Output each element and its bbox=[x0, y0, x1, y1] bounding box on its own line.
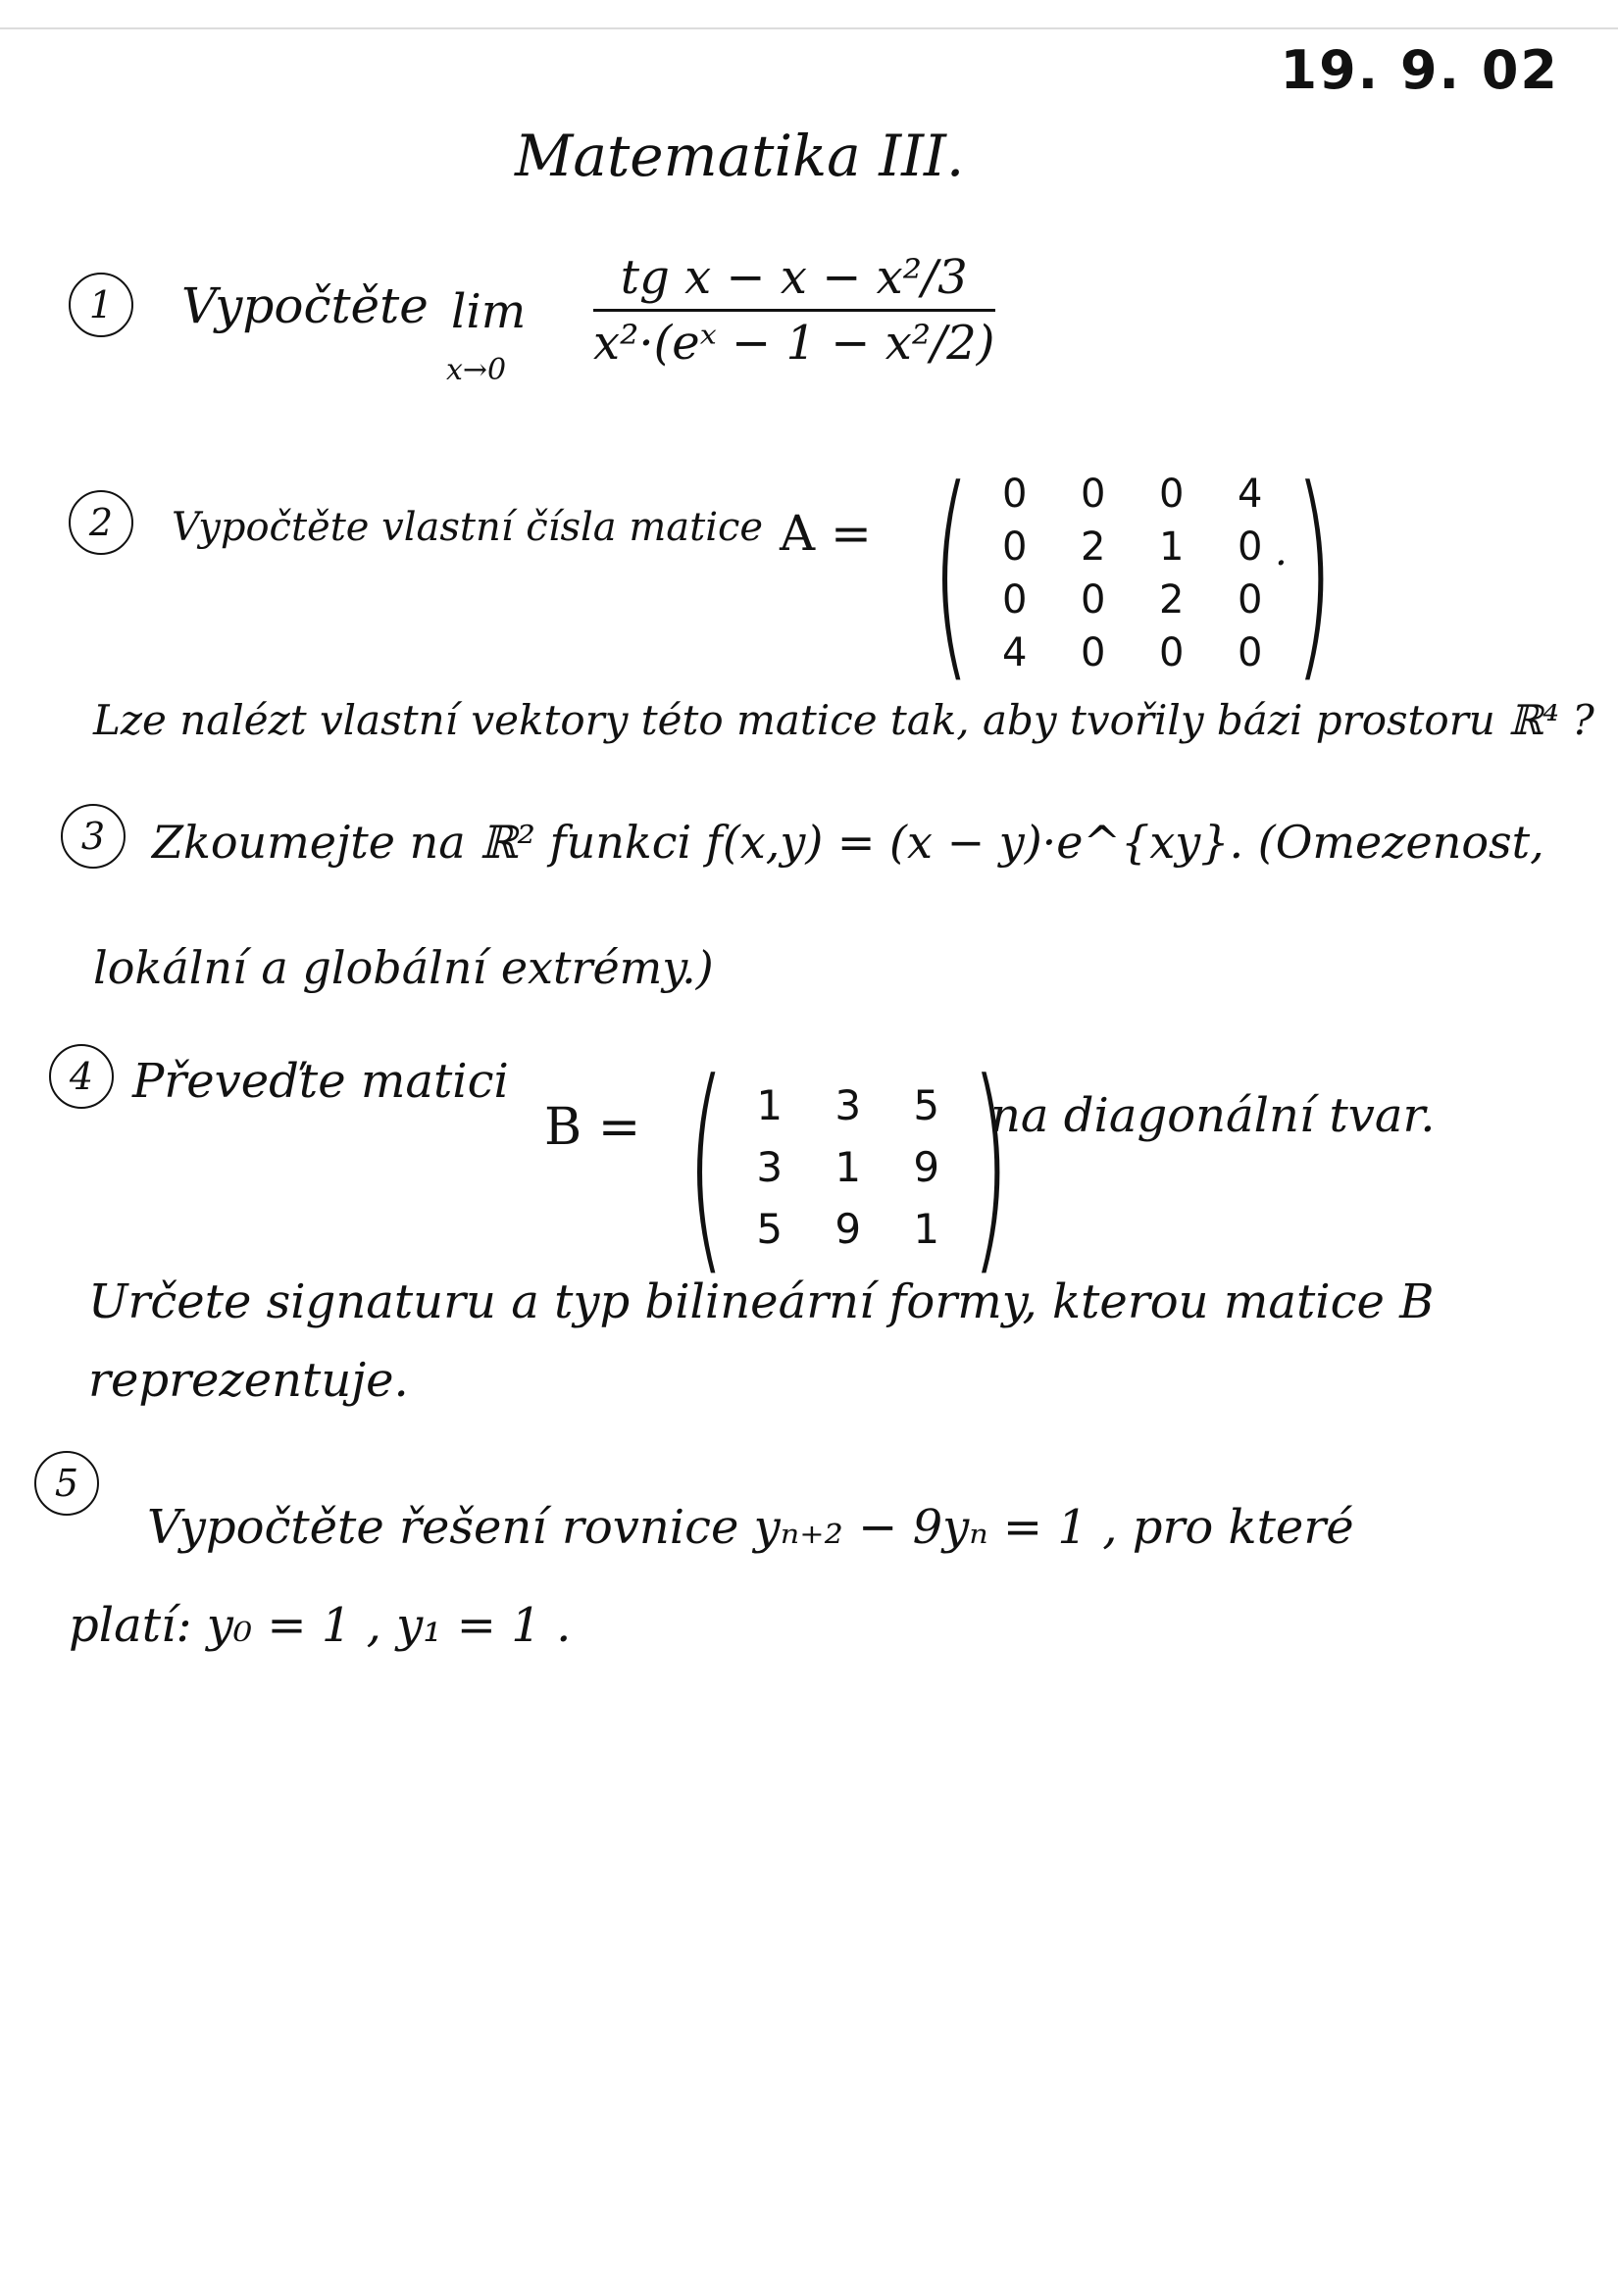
matrix-a-grid bbox=[995, 472, 1270, 675]
matrix-a-cell: 0 bbox=[1081, 472, 1106, 517]
right-paren: ) bbox=[970, 1035, 1010, 1297]
problem-1-lim-sub: x→0 bbox=[446, 353, 507, 387]
matrix-b-cell: 9 bbox=[834, 1204, 862, 1253]
matrix-a-cell: 0 bbox=[1238, 524, 1263, 570]
matrix-b-cell: 3 bbox=[834, 1080, 862, 1129]
matrix-a-cell: 0 bbox=[1238, 577, 1263, 623]
matrix-b-cell: 5 bbox=[756, 1204, 784, 1253]
problem-1-text: Vypočtěte bbox=[181, 277, 429, 334]
problem-5-number: 5 bbox=[34, 1451, 99, 1516]
matrix-a-cell: 1 bbox=[1159, 524, 1185, 570]
matrix-b-label: B = bbox=[544, 1098, 641, 1157]
problem-3-line1: Zkoumejte na ℝ² funkci f(x,y) = (x − y)·e^{xy}. (Omezenost, bbox=[152, 816, 1544, 869]
matrix-a-label: A = bbox=[780, 505, 872, 562]
matrix-b-cell: 3 bbox=[756, 1142, 784, 1191]
left-paren: ( bbox=[931, 442, 972, 704]
matrix-a-cell: 4 bbox=[1238, 472, 1263, 517]
problem-3-line2: lokální a globální extrémy.) bbox=[93, 941, 714, 994]
matrix-a-cell: 0 bbox=[1002, 577, 1028, 623]
matrix-a-cell: 0 bbox=[1081, 630, 1106, 675]
matrix-b-grid bbox=[750, 1081, 946, 1253]
matrix-a-cell: 4 bbox=[1002, 630, 1028, 675]
matrix-a-cell: 2 bbox=[1081, 524, 1106, 570]
matrix-a-cell: 0 bbox=[1081, 577, 1106, 623]
matrix-b-cell: 5 bbox=[913, 1080, 940, 1129]
matrix-a-cell: 0 bbox=[1238, 630, 1263, 675]
matrix-a-period: . bbox=[1275, 529, 1288, 574]
problem-2-text: Vypočtěte vlastní čísla matice bbox=[172, 505, 764, 550]
matrix-b-cell: 1 bbox=[756, 1080, 784, 1129]
page-title: Matematika III. bbox=[515, 123, 965, 189]
matrix-b-cell: 9 bbox=[913, 1142, 940, 1191]
problem-5-line1: Vypočtěte řešení rovnice yₙ₊₂ − 9yₙ = 1 , pro které bbox=[147, 1500, 1354, 1555]
matrix-a-cell: 0 bbox=[1159, 472, 1185, 517]
problem-1-denominator: x²·(eˣ − 1 − x²/2) bbox=[593, 315, 995, 371]
problem-4-line2: reprezentuje. bbox=[88, 1353, 409, 1408]
matrix-b-cell: 1 bbox=[834, 1142, 862, 1191]
problem-5-line2: platí: y₀ = 1 , y₁ = 1 . bbox=[69, 1598, 572, 1653]
problem-1-lim: lim bbox=[451, 284, 527, 339]
left-paren: ( bbox=[685, 1035, 727, 1297]
date: 19. 9. 02 bbox=[1280, 39, 1559, 101]
problem-4-line1: Určete signaturu a typ bilineární formy, kterou matice B bbox=[88, 1274, 1435, 1329]
problem-1-numerator: tg x − x − x²/3 bbox=[620, 250, 968, 305]
problem-2-question: Lze nalézt vlastní vektory této matice tak, aby tvořily bázi prostoru ℝ⁴ ? bbox=[93, 696, 1594, 744]
problem-4-text: Převeďte matici bbox=[132, 1054, 509, 1109]
matrix-a-cell: 0 bbox=[1002, 524, 1028, 570]
problem-2-number: 2 bbox=[69, 490, 133, 555]
matrix-b-cell: 1 bbox=[913, 1204, 940, 1253]
problem-1-fraction bbox=[593, 250, 995, 371]
problem-3-number: 3 bbox=[61, 804, 126, 869]
right-paren: ) bbox=[1293, 442, 1334, 704]
problem-1-number: 1 bbox=[69, 273, 133, 337]
fraction-bar bbox=[593, 309, 995, 312]
matrix-a-cell: 2 bbox=[1159, 577, 1185, 623]
problem-4-after: na diagonální tvar. bbox=[990, 1088, 1436, 1143]
matrix-a-cell: 0 bbox=[1159, 630, 1185, 675]
matrix-a-cell: 0 bbox=[1002, 472, 1028, 517]
problem-4-number: 4 bbox=[49, 1044, 114, 1109]
matrix-a bbox=[907, 442, 1357, 704]
matrix-b bbox=[662, 1035, 1034, 1297]
scan-edge-line bbox=[0, 27, 1618, 29]
